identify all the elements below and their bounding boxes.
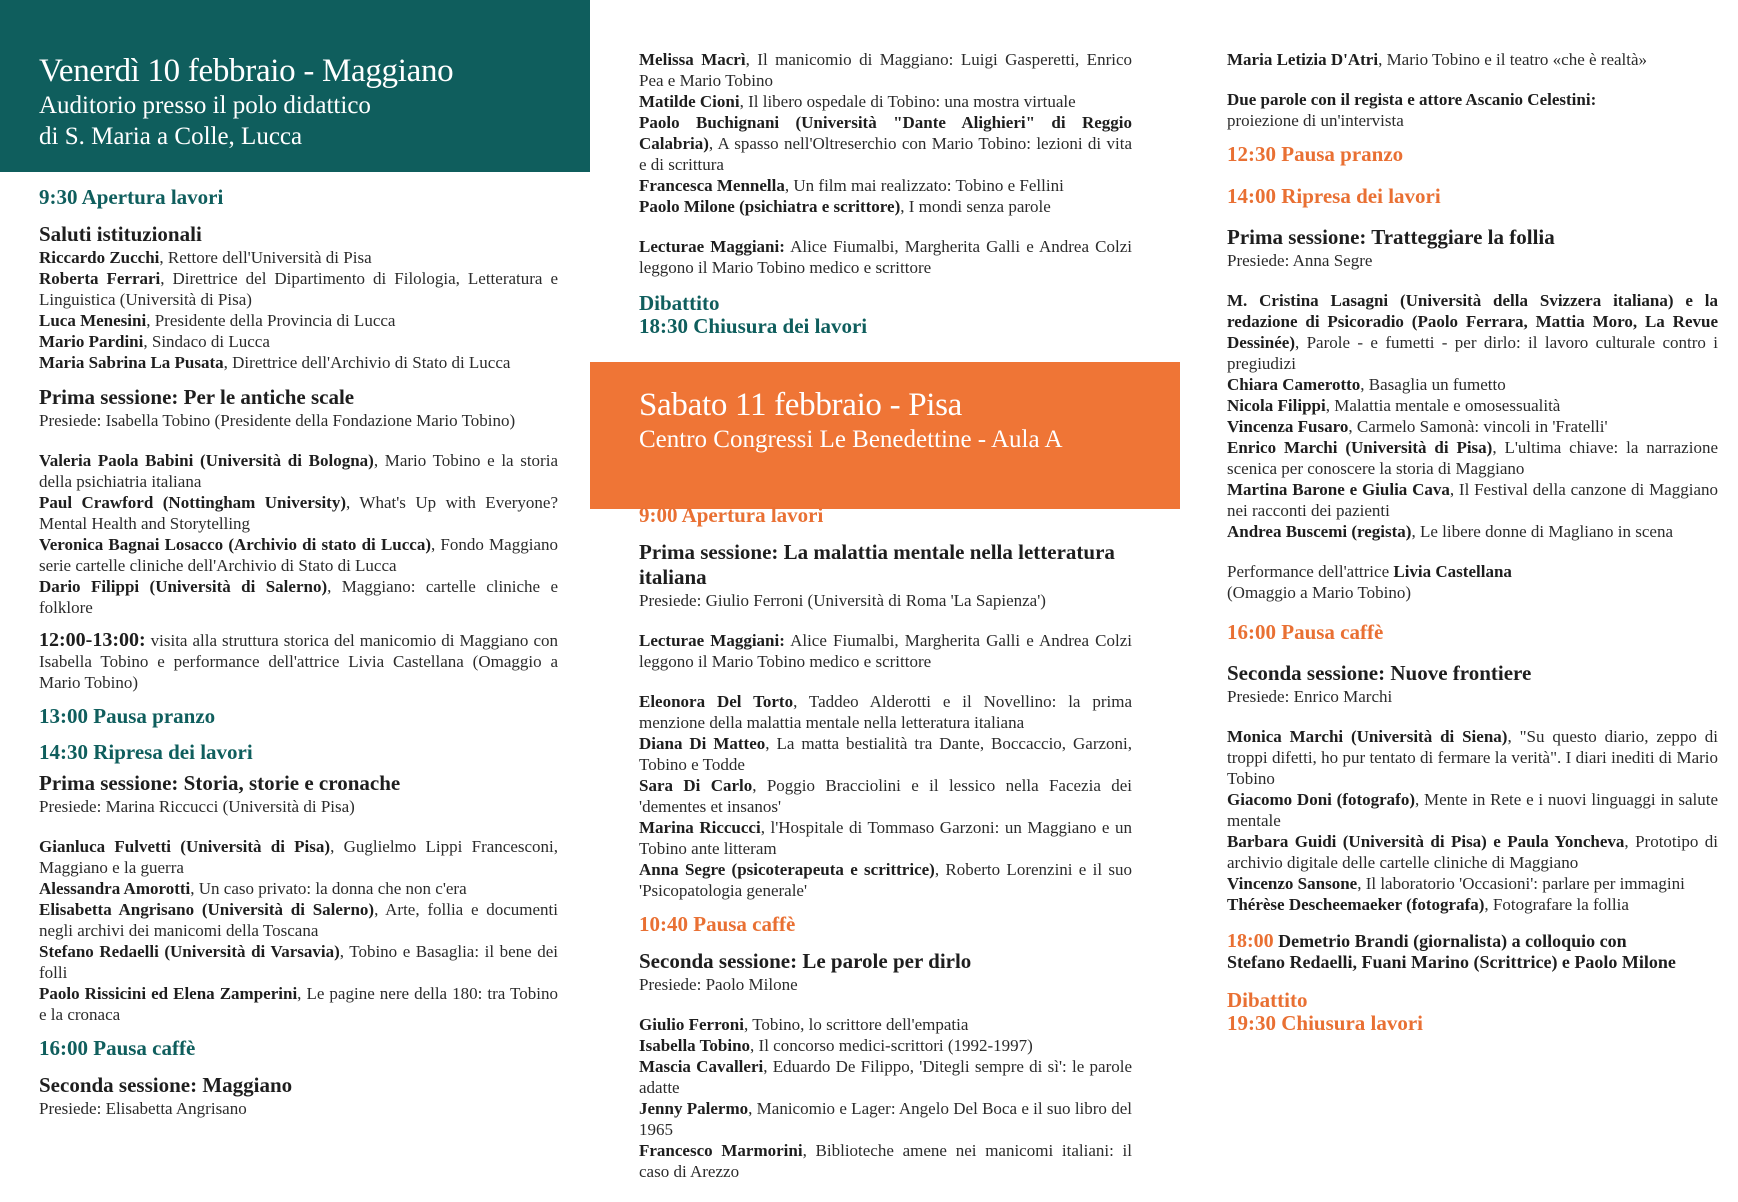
talk-text: , Un caso privato: la donna che non c'era <box>190 879 467 898</box>
final-time: 18:00 <box>1227 930 1274 952</box>
f-s2-title: Prima sessione: Storia, storie e cronache <box>39 771 401 795</box>
talk-text: , Manicomio e Lager: Angelo Del Boca e il suo libro del 1965 <box>639 1099 1132 1139</box>
talk-name: Paolo Rissicini ed Elena Zamperini <box>39 984 298 1003</box>
f-lecturae-text: Alice Fiumalbi, Margherita Galli e Andrea Colzi leggono il Mario Tobino medico e scrittore <box>639 237 1132 277</box>
talk-item <box>639 775 1132 817</box>
s-s1-chair: Presiede: Giulio Ferroni (Università di Roma 'La Sapienza') <box>639 591 1046 610</box>
visit-time: 12:00-13:00: <box>39 629 146 651</box>
talk-text: , Direttrice dell'Archivio di Stato di Lucca <box>223 353 511 372</box>
talk-name: Paolo Milone (psichiatra e scrittore) <box>639 197 901 216</box>
talk-name: Dario Filippi (Università di Salerno) <box>39 577 328 596</box>
talk-name: Isabella Tobino <box>639 1036 751 1055</box>
talk-name: Mario Pardini <box>39 332 144 351</box>
s-s4-talks <box>1227 726 1718 915</box>
talk-item <box>39 331 558 352</box>
saturday-banner-title: Sabato 11 febbraio - Pisa <box>639 387 963 423</box>
talk-text: , Rettore dell'Università di Pisa <box>159 248 372 267</box>
talk-text: , Fotografare la follia <box>1484 895 1629 914</box>
talk-text: , Il concorso medici-scrittori (1992-1997) <box>750 1036 1033 1055</box>
talk-name: Stefano Redaelli (Università di Varsavia) <box>39 942 340 961</box>
saturday-debate: Dibattito <box>1227 988 1308 1012</box>
talk-name: Francesca Mennella <box>639 176 785 195</box>
talk-name: Maria Sabrina La Pusata <box>39 353 224 372</box>
friday-coffee: 16:00 Pausa caffè <box>39 1036 196 1060</box>
friday-banner-venue: Auditorio presso il polo didattico <box>39 92 371 119</box>
talk-item <box>639 859 1132 901</box>
s-lecturae-text: Alice Fiumalbi, Margherita Galli e Andrea Colzi leggono il Mario Tobino medico e scrittore <box>639 631 1132 671</box>
talk-text: , I mondi senza parole <box>900 197 1051 216</box>
talk-item <box>1227 873 1718 894</box>
s-s1-title: Prima sessione: La malattia mentale nella letteratura italiana <box>639 540 1115 589</box>
s-lecturae-name: Lecturae Maggiani: <box>639 631 785 650</box>
celestini-name: Due parole con il regista e attore Ascanio Celestini: <box>1227 90 1597 109</box>
talk-text: , Arte, follia e documenti negli archivi dei manicomi della Toscana <box>39 900 559 940</box>
talk-name: M. Cristina Lasagni (Università della Svizzera italiana) e la redazione di Psicoradio (Paolo Ferrara, Mattia Moro, La Revue Dessinée) <box>1227 291 1718 352</box>
talk-item <box>39 941 558 983</box>
talk-item <box>639 175 1132 196</box>
talk-text: , Sindaco di Lucca <box>143 332 270 351</box>
talk-text: , Presidente della Provincia di Lucca <box>146 311 396 330</box>
friday-banner-title: Venerdì 10 febbraio - Maggiano <box>39 53 454 89</box>
talk-item <box>1227 395 1718 416</box>
saturday-coffee-2: 16:00 Pausa caffè <box>1227 620 1384 644</box>
talk-item <box>39 310 558 331</box>
talk-item <box>1227 789 1718 831</box>
talk-name: Mascia Cavalleri <box>639 1057 764 1076</box>
saturday-lunch: 12:30 Pausa pranzo <box>1227 142 1404 166</box>
talk-name: Melissa Macrì <box>639 50 746 69</box>
friday-program <box>0 172 590 1119</box>
talk-text: , Il Festival della canzone di Maggiano nei racconti dei pazienti <box>1227 480 1718 520</box>
talk-text: , Malattia mentale e omosessualità <box>1325 396 1561 415</box>
friday-opening: 9:30 Apertura lavori <box>39 185 224 209</box>
talk-name: Nicola Filippi <box>1227 396 1326 415</box>
friday-debate: Dibattito <box>639 291 720 315</box>
talk-text: , Mente in Rete e i nuovi linguaggi in salute mentale <box>1227 790 1718 830</box>
talk-text: , Taddeo Alderotti e il Novellino: la prima menzione della malattia mentale nella letteratura italiana <box>639 692 1132 732</box>
talk-item <box>39 268 558 310</box>
s-s1-talks <box>639 691 1132 901</box>
talk-item <box>39 352 558 373</box>
friday-program-continued <box>590 0 1180 338</box>
talk-text: , Parole - e fumetti - per dirlo: il lavoro culturale contro i pregiudizi <box>1227 333 1718 373</box>
s-s4-chair: Presiede: Enrico Marchi <box>1227 687 1393 706</box>
talk-text: , Basaglia un fumetto <box>1360 375 1506 394</box>
talk-text: , Le pagine nere della 180: tra Tobino e la cronaca <box>39 984 558 1024</box>
talk-name: Paul Crawford (Nottingham University) <box>39 493 346 512</box>
talk-item <box>1227 290 1718 374</box>
talk-text: , A spasso nell'Oltreserchio con Mario Tobino: lezioni di vita e di scrittura <box>639 134 1132 174</box>
friday-closing: 18:30 Chiusura dei lavori <box>639 314 868 338</box>
talk-name: Giacomo Doni (fotografo) <box>1227 790 1415 809</box>
talk-text: , Maggiano: cartelle cliniche e folklore <box>39 577 558 617</box>
talk-name: Sara Di Carlo <box>639 776 753 795</box>
saturday-opening: 9:00 Apertura lavori <box>639 503 824 527</box>
talk-item <box>39 534 558 576</box>
saturday-banner <box>590 362 1180 509</box>
talk-text: , Mario Tobino e il teatro «che è realtà» <box>1378 50 1648 69</box>
talk-item <box>639 1035 1132 1056</box>
talk-text: , "Su questo diario, zeppo di troppi difetti, ho pur tentato di fermare la verità". I diari inediti di Mario Tobino <box>1227 727 1719 788</box>
talk-name: Barbara Guidi (Università di Pisa) e Paula Yoncheva <box>1227 832 1625 851</box>
column-2 <box>590 0 1180 1181</box>
f-s1-chair: Presiede: Isabella Tobino (Presidente della Fondazione Mario Tobino) <box>39 411 516 430</box>
talk-item <box>639 1140 1132 1182</box>
talk-text: , Poggio Bracciolini e il lessico nella Facezia dei 'dementes et insanos' <box>639 776 1132 816</box>
saturday-closing: 19:30 Chiusura lavori <box>1227 1011 1424 1035</box>
talk-name: Roberta Ferrari <box>39 269 161 288</box>
talk-name: Gianluca Fulvetti (Università di Pisa) <box>39 837 331 856</box>
talk-item <box>39 899 558 941</box>
f-s1-title: Prima sessione: Per le antiche scale <box>39 385 355 409</box>
column-1 <box>0 0 590 1119</box>
talk-name: Elisabetta Angrisano (Università di Salerno) <box>39 900 375 919</box>
talk-item <box>1227 894 1718 915</box>
talk-text: , Roberto Lorenzini e il suo 'Psicopatologia generale' <box>639 860 1132 900</box>
talk-item <box>639 196 1132 217</box>
talk-text: , Eduardo De Filippo, 'Ditegli sempre di sì': le parole adatte <box>639 1057 1133 1097</box>
saturday-banner-venue: Centro Congressi Le Benedettine - Aula A <box>639 426 1063 453</box>
talk-item <box>1227 416 1718 437</box>
talk-item <box>639 1014 1132 1035</box>
s-s3-chair: Presiede: Anna Segre <box>1227 251 1373 270</box>
talk-text: , Tobino, lo scrittore dell'empatia <box>744 1015 969 1034</box>
s-s2-talks <box>639 1014 1132 1182</box>
friday-banner-place: di S. Maria a Colle, Lucca <box>39 123 303 150</box>
s-s2-last-talk <box>1227 49 1718 70</box>
talk-item <box>639 733 1132 775</box>
friday-banner <box>0 0 590 172</box>
s-lecturae <box>639 630 1132 672</box>
talk-item <box>1227 726 1718 789</box>
celestini-text: proiezione di un'intervista <box>1227 111 1404 130</box>
f-s3-title: Seconda sessione: Maggiano <box>39 1073 293 1097</box>
saturday-resume: 14:00 Ripresa dei lavori <box>1227 184 1441 208</box>
talk-text: , Il laboratorio 'Occasioni': parlare per immagini <box>1357 874 1685 893</box>
talk-text: , l'Hospitale di Tommaso Garzoni: un Maggiano e un Tobino ante litteram <box>639 818 1132 858</box>
f-lecturae-name: Lecturae Maggiani: <box>639 237 785 256</box>
f-s3-talks <box>639 49 1132 217</box>
performance-pre: Performance dell'attrice <box>1227 562 1394 581</box>
f-s2-talks <box>39 836 558 1025</box>
saturday-program <box>590 490 1180 1182</box>
talk-item <box>39 450 558 492</box>
talk-name: Veronica Bagnai Losacco (Archivio di stato di Lucca) <box>39 535 431 554</box>
talk-text: , Direttrice del Dipartimento di Filologia, Letteratura e Linguistica (Università di Pisa) <box>39 269 558 309</box>
talk-item <box>39 836 558 878</box>
s-s2-title: Seconda sessione: Le parole per dirlo <box>639 949 972 973</box>
s-s2-chair: Presiede: Paolo Milone <box>639 975 798 994</box>
performance-item <box>1227 561 1718 603</box>
talk-item <box>39 576 558 618</box>
talk-name: Alessandra Amorotti <box>39 879 191 898</box>
talk-item <box>39 247 558 268</box>
talk-text: , What's Up with Everyone? Mental Health and Storytelling <box>39 493 558 533</box>
talk-text: , Fondo Maggiano serie cartelle cliniche dell'Archivio di Stato di Lucca <box>39 535 558 575</box>
s-s3-talks <box>1227 290 1718 542</box>
talk-item <box>639 691 1132 733</box>
friday-lunch: 13:00 Pausa pranzo <box>39 704 216 728</box>
talk-name: Paolo Buchignani (Università "Dante Alighieri" di Reggio Calabria) <box>639 113 1132 153</box>
talk-name: Enrico Marchi (Università di Pisa) <box>1227 438 1493 457</box>
performance-post: (Omaggio a Mario Tobino) <box>1227 583 1412 602</box>
talk-item <box>39 983 558 1025</box>
talk-name: Thérèse Descheemaeker (fotografa) <box>1227 895 1485 914</box>
talk-name: Marina Riccucci <box>639 818 761 837</box>
talk-name: Anna Segre (psicoterapeuta e scrittrice) <box>639 860 935 879</box>
talk-text: , L'ultima chiave: la narrazione scenica per conoscere la storia di Maggiano <box>1227 438 1718 478</box>
talk-name: Riccardo Zucchi <box>39 248 160 267</box>
column-3 <box>1180 0 1738 1035</box>
talk-name: Vincenza Fusaro <box>1227 417 1349 436</box>
talk-item <box>1227 374 1718 395</box>
talk-text: , Guglielmo Lippi Francesconi, Maggiano e la guerra <box>39 837 559 877</box>
talk-name: Jenny Palermo <box>639 1099 749 1118</box>
talk-name: Matilde Cioni <box>639 92 740 111</box>
talk-item <box>39 492 558 534</box>
f-s1-talks <box>39 450 558 618</box>
talk-text: , Mario Tobino e la storia della psichiatria italiana <box>39 451 558 491</box>
talk-text: , Un film mai realizzato: Tobino e Fellini <box>784 176 1064 195</box>
talk-name: Luca Menesini <box>39 311 147 330</box>
talk-name: Eleonora Del Torto <box>639 692 794 711</box>
final-line-1: Demetrio Brandi (giornalista) a colloquio con <box>1273 931 1627 951</box>
f-lecturae <box>639 236 1132 278</box>
talk-text: , Le libere donne di Magliano in scena <box>1411 522 1673 541</box>
talk-name: Andrea Buscemi (regista) <box>1227 522 1412 541</box>
talk-name: Diana Di Matteo <box>639 734 766 753</box>
visit-text: visita alla struttura storica del manicomio di Maggiano con Isabella Tobino e performance dell'attrice Livia Castellana (Omaggio a Mario Tobino) <box>39 631 558 692</box>
talk-item <box>639 817 1132 859</box>
talk-text: , Il libero ospedale di Tobino: una mostra virtuale <box>739 92 1076 111</box>
talk-item <box>1227 521 1718 542</box>
talk-name: Vincenzo Sansone <box>1227 874 1358 893</box>
performance-name: Livia Castellana <box>1393 562 1512 581</box>
f-s2-chair: Presiede: Marina Riccucci (Università di Pisa) <box>39 797 355 816</box>
talk-text: , Il manicomio di Maggiano: Luigi Gasperetti, Enrico Pea e Mario Tobino <box>639 50 1132 90</box>
friday-resume: 14:30 Ripresa dei lavori <box>39 740 253 764</box>
talk-name: Maria Letizia D'Atri <box>1227 50 1379 69</box>
final-line-2: Stefano Redaelli, Fuani Marino (Scrittrice) e Paolo Milone <box>1227 952 1676 972</box>
talk-text: , Tobino e Basaglia: il bene dei folli <box>39 942 558 982</box>
talk-name: Francesco Marmorini <box>639 1141 803 1160</box>
talk-item <box>639 1056 1132 1098</box>
talk-text: , Biblioteche amene nei manicomi italiani: il caso di Arezzo <box>639 1141 1132 1181</box>
talk-name: Chiara Camerotto <box>1227 375 1361 394</box>
greetings-list <box>39 247 558 373</box>
talk-item <box>1227 831 1718 873</box>
saturday-coffee-1: 10:40 Pausa caffè <box>639 912 796 936</box>
talk-item <box>639 49 1132 91</box>
greetings-title: Saluti istituzionali <box>39 222 202 246</box>
saturday-program-continued <box>1180 0 1738 1035</box>
talk-item <box>639 1098 1132 1140</box>
f-s3-chair: Presiede: Elisabetta Angrisano <box>39 1099 247 1118</box>
talk-text: , Carmelo Samonà: vincoli in 'Fratelli' <box>1348 417 1608 436</box>
talk-item <box>639 112 1132 175</box>
talk-item <box>639 91 1132 112</box>
talk-item <box>1227 437 1718 479</box>
talk-item <box>1227 479 1718 521</box>
s-s4-title: Seconda sessione: Nuove frontiere <box>1227 661 1532 685</box>
talk-text: , La matta bestialità tra Dante, Boccaccio, Garzoni, Tobino e Todde <box>639 734 1132 774</box>
talk-name: Martina Barone e Giulia Cava <box>1227 480 1450 499</box>
final-item <box>1227 931 1718 973</box>
s-s3-title: Prima sessione: Tratteggiare la follia <box>1227 225 1555 249</box>
talk-name: Monica Marchi (Università di Siena) <box>1227 727 1508 746</box>
talk-name: Valeria Paola Babini (Università di Bologna) <box>39 451 374 470</box>
talk-name: Giulio Ferroni <box>639 1015 744 1034</box>
visit-item <box>39 630 558 693</box>
talk-text: , Prototipo di archivio digitale delle cartelle cliniche di Maggiano <box>1227 832 1718 872</box>
celestini-item <box>1227 89 1718 131</box>
talk-item <box>39 878 558 899</box>
